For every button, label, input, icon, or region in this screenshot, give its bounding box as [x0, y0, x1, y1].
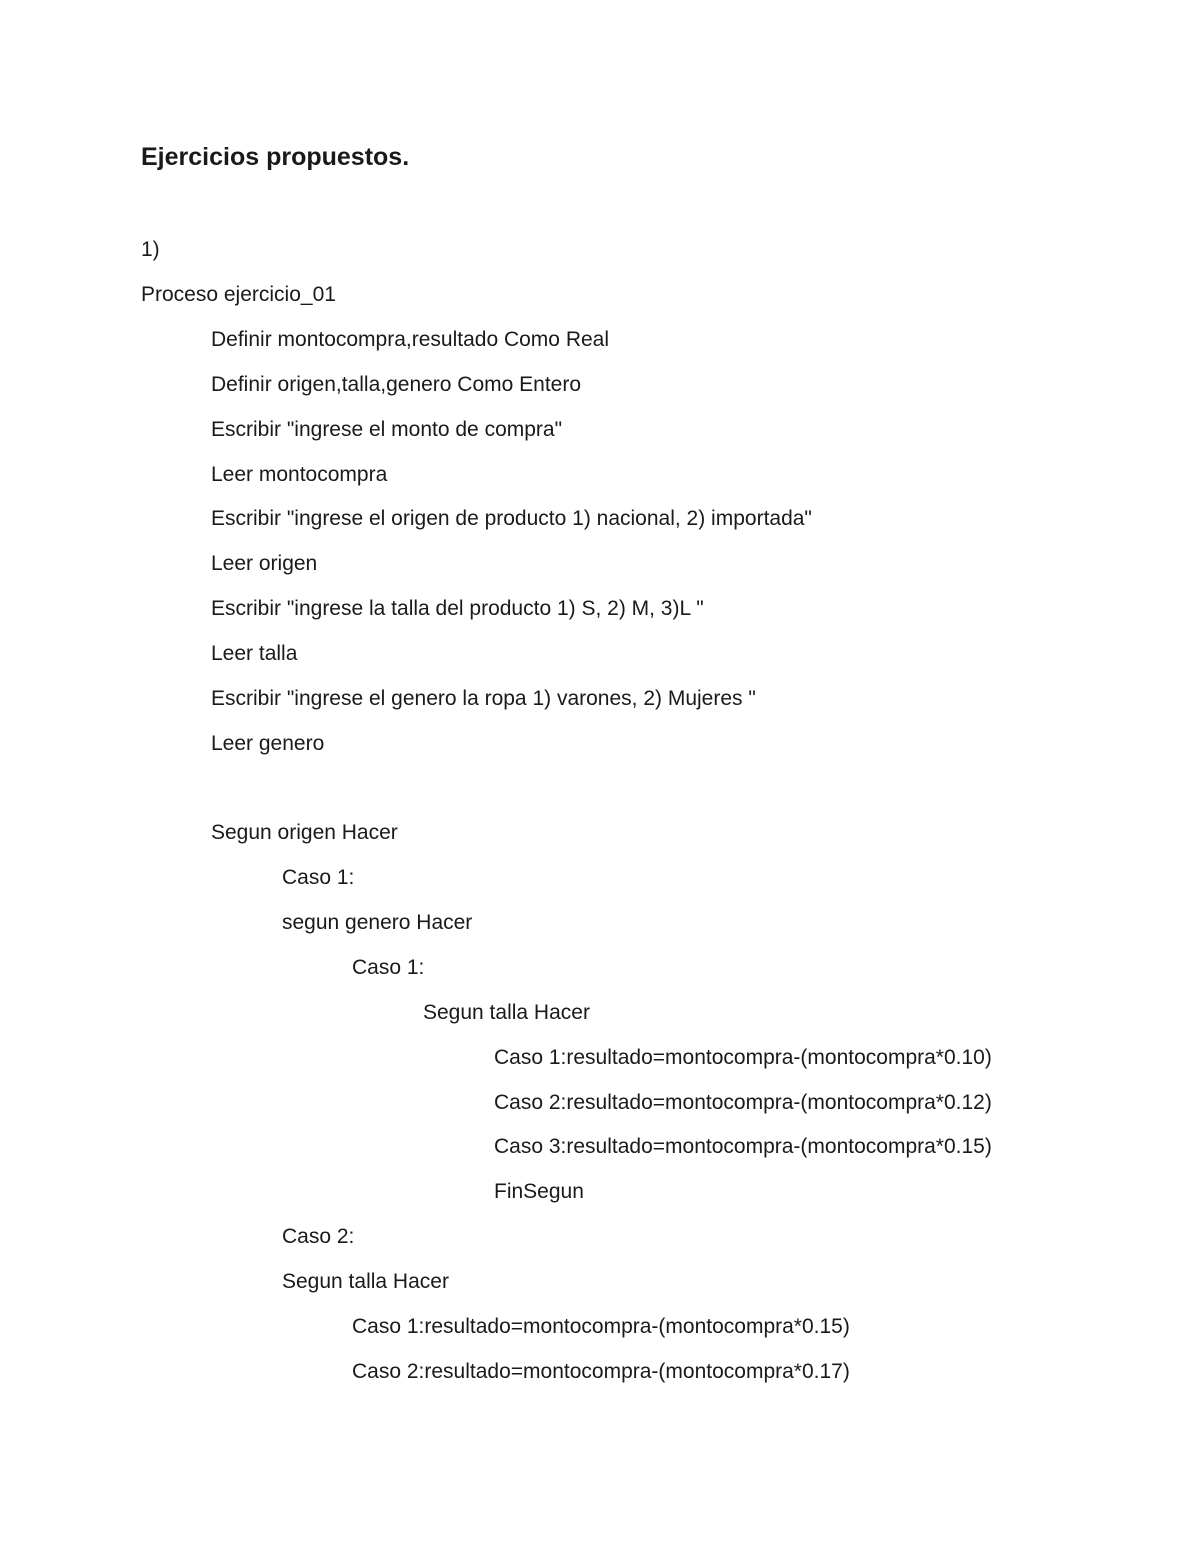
- code-line: Escribir "ingrese la talla del producto 1) S, 2) M, 3)L ": [211, 597, 704, 620]
- code-line: Leer origen: [211, 552, 318, 575]
- code-line: Leer montocompra: [211, 463, 388, 486]
- code-line: Caso 1:: [352, 956, 425, 979]
- code-line: Segun origen Hacer: [211, 821, 398, 844]
- document-title: Ejercicios propuestos.: [141, 143, 410, 171]
- code-line: Caso 2:resultado=montocompra-(montocompra*0.12): [494, 1091, 992, 1114]
- code-line: FinSegun: [494, 1180, 584, 1203]
- code-line: Escribir "ingrese el genero la ropa 1) varones, 2) Mujeres ": [211, 687, 756, 710]
- code-line: Proceso ejercicio_01: [141, 283, 336, 306]
- code-line: Caso 1:resultado=montocompra-(montocompra*0.15): [352, 1315, 850, 1338]
- code-line: Definir origen,talla,genero Como Entero: [211, 373, 582, 396]
- code-line: segun genero Hacer: [282, 911, 473, 934]
- code-line: Caso 2:: [282, 1225, 355, 1248]
- code-line: Escribir "ingrese el origen de producto 1) nacional, 2) importada": [211, 507, 812, 530]
- code-line: Caso 2:resultado=montocompra-(montocompra*0.17): [352, 1360, 850, 1383]
- code-line: Segun talla Hacer: [282, 1270, 449, 1293]
- code-line: Segun talla Hacer: [423, 1001, 590, 1024]
- code-line: Definir montocompra,resultado Como Real: [211, 328, 610, 351]
- code-line: Escribir "ingrese el monto de compra": [211, 418, 563, 441]
- code-line: Leer talla: [211, 642, 298, 665]
- code-line: Caso 1:resultado=montocompra-(montocompra*0.10): [494, 1046, 992, 1069]
- code-line: Leer genero: [211, 732, 325, 755]
- code-line: Caso 1:: [282, 866, 355, 889]
- code-line: Caso 3:resultado=montocompra-(montocompra*0.15): [494, 1135, 992, 1158]
- exercise-number: 1): [141, 238, 160, 261]
